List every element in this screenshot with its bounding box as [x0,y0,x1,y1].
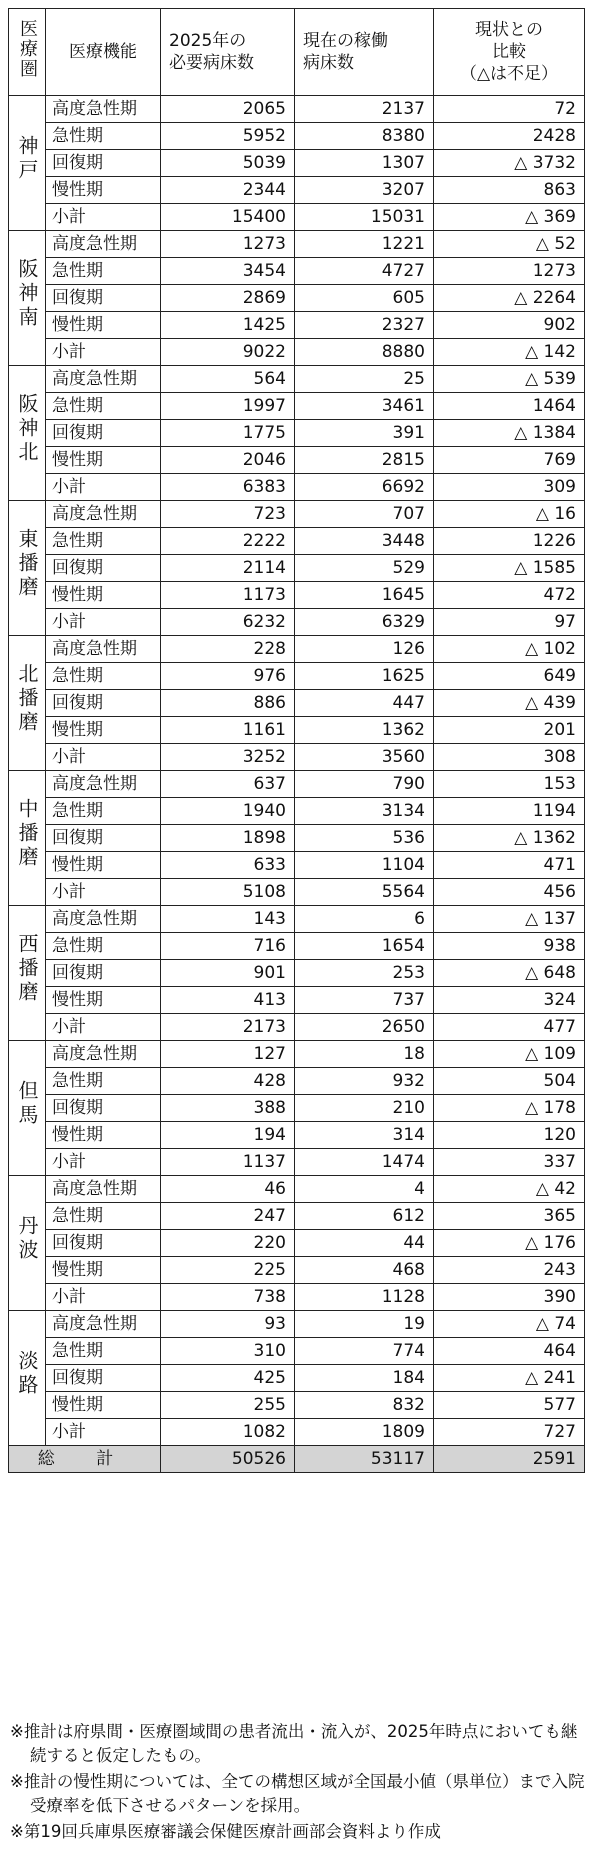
required-cell: 723 [161,501,295,528]
diff-cell: △ 42 [434,1176,585,1203]
function-cell: 高度急性期 [46,501,161,528]
current-cell: 1128 [295,1284,434,1311]
diff-cell: 1226 [434,528,585,555]
required-cell: 6383 [161,474,295,501]
required-cell: 2114 [161,555,295,582]
diff-cell: 1273 [434,258,585,285]
total-diff: 2591 [434,1446,585,1473]
diff-cell: △ 74 [434,1311,585,1338]
diff-cell: 324 [434,987,585,1014]
diff-cell: △ 109 [434,1041,585,1068]
function-cell: 慢性期 [46,177,161,204]
region-name: 阪神北 [15,393,39,465]
diff-cell: 308 [434,744,585,771]
diff-cell: △ 1384 [434,420,585,447]
required-cell: 1137 [161,1149,295,1176]
function-cell: 高度急性期 [46,1041,161,1068]
table-row [9,879,585,906]
required-cell: 886 [161,690,295,717]
region-name-cell [9,231,46,366]
diff-cell: 727 [434,1419,585,1446]
current-cell: 612 [295,1203,434,1230]
current-cell: 529 [295,555,434,582]
required-cell: 5039 [161,150,295,177]
current-cell: 605 [295,285,434,312]
function-cell: 回復期 [46,555,161,582]
diff-cell: △ 539 [434,366,585,393]
current-cell: 468 [295,1257,434,1284]
required-cell: 1161 [161,717,295,744]
current-cell: 1654 [295,933,434,960]
function-cell: 高度急性期 [46,366,161,393]
diff-cell: 464 [434,1338,585,1365]
function-cell: 急性期 [46,258,161,285]
table-row [9,1041,585,1068]
diff-cell: 504 [434,1068,585,1095]
function-cell: 回復期 [46,1095,161,1122]
current-cell: 832 [295,1392,434,1419]
function-cell: 急性期 [46,393,161,420]
diff-cell: 337 [434,1149,585,1176]
region-name: 神戸 [15,135,39,183]
function-cell: 高度急性期 [46,1176,161,1203]
current-cell: 3207 [295,177,434,204]
table-row [9,150,585,177]
diff-cell: 938 [434,933,585,960]
diff-cell: 863 [434,177,585,204]
function-cell: 慢性期 [46,987,161,1014]
table-row [9,636,585,663]
function-cell: 回復期 [46,420,161,447]
diff-cell: △ 241 [434,1365,585,1392]
required-cell: 9022 [161,339,295,366]
table-row [9,744,585,771]
current-cell: 3448 [295,528,434,555]
diff-cell: △ 648 [434,960,585,987]
table-row [9,339,585,366]
function-cell: 慢性期 [46,582,161,609]
table-row [9,1311,585,1338]
diff-cell: △ 369 [434,204,585,231]
function-cell: 急性期 [46,663,161,690]
required-cell: 716 [161,933,295,960]
function-cell: 小計 [46,474,161,501]
current-cell: 1362 [295,717,434,744]
table-row [9,1095,585,1122]
table-row [9,1284,585,1311]
required-cell: 228 [161,636,295,663]
table-row [9,366,585,393]
required-cell: 1425 [161,312,295,339]
total-label: 総 計 [9,1446,161,1473]
required-cell: 633 [161,852,295,879]
function-cell: 小計 [46,609,161,636]
diff-cell: △ 2264 [434,285,585,312]
current-cell: 2327 [295,312,434,339]
table-row [9,1230,585,1257]
diff-cell: 471 [434,852,585,879]
required-cell: 93 [161,1311,295,1338]
required-cell: 2173 [161,1014,295,1041]
diff-cell: 2428 [434,123,585,150]
table-row [9,177,585,204]
function-cell: 慢性期 [46,447,161,474]
required-cell: 3454 [161,258,295,285]
current-cell: 126 [295,636,434,663]
footnote: ※第19回兵庫県医療審議会保健医療計画部会資料より作成 [10,1822,441,1841]
table-row [9,1338,585,1365]
table-row [9,987,585,1014]
region-name-cell [9,96,46,231]
current-cell: 1809 [295,1419,434,1446]
diff-cell: △ 1585 [434,555,585,582]
table-row [9,231,585,258]
diff-cell: 769 [434,447,585,474]
diff-cell: 365 [434,1203,585,1230]
function-cell: 急性期 [46,1068,161,1095]
table-header [9,9,585,96]
required-cell: 220 [161,1230,295,1257]
current-cell: 1221 [295,231,434,258]
table-row [9,258,585,285]
required-cell: 2344 [161,177,295,204]
required-cell: 1775 [161,420,295,447]
function-cell: 回復期 [46,1230,161,1257]
current-cell: 737 [295,987,434,1014]
footnotes [10,1720,590,1846]
region-name-cell [9,906,46,1041]
region-name: 中播磨 [15,798,39,870]
current-cell: 4727 [295,258,434,285]
function-cell: 小計 [46,204,161,231]
current-cell: 1307 [295,150,434,177]
diff-cell: 390 [434,1284,585,1311]
diff-cell: △ 16 [434,501,585,528]
table-row [9,1149,585,1176]
current-cell: 15031 [295,204,434,231]
diff-cell: △ 137 [434,906,585,933]
table-row [9,663,585,690]
required-cell: 143 [161,906,295,933]
diff-cell: 902 [434,312,585,339]
table-row [9,1419,585,1446]
region-name-cell [9,1311,46,1446]
diff-cell: 97 [434,609,585,636]
current-cell: 6692 [295,474,434,501]
table-row [9,555,585,582]
header-current: 現在の稼働 病床数 [295,9,434,96]
table-row [9,798,585,825]
diff-cell: 456 [434,879,585,906]
required-cell: 46 [161,1176,295,1203]
function-cell: 回復期 [46,285,161,312]
required-cell: 247 [161,1203,295,1230]
function-cell: 回復期 [46,1365,161,1392]
function-cell: 回復期 [46,690,161,717]
current-cell: 536 [295,825,434,852]
function-cell: 小計 [46,1419,161,1446]
diff-cell: △ 439 [434,690,585,717]
header-diff: 現状との 比較 （△は不足） [434,9,585,96]
total-required: 50526 [161,1446,295,1473]
table-row [9,501,585,528]
table-row [9,1176,585,1203]
function-cell: 小計 [46,879,161,906]
current-cell: 314 [295,1122,434,1149]
table-row [9,582,585,609]
function-cell: 回復期 [46,960,161,987]
required-cell: 194 [161,1122,295,1149]
required-cell: 5108 [161,879,295,906]
required-cell: 976 [161,663,295,690]
diff-cell: 72 [434,96,585,123]
required-cell: 2869 [161,285,295,312]
current-cell: 253 [295,960,434,987]
function-cell: 小計 [46,339,161,366]
current-cell: 3560 [295,744,434,771]
table-row [9,1257,585,1284]
required-cell: 1082 [161,1419,295,1446]
diff-cell: 649 [434,663,585,690]
function-cell: 回復期 [46,150,161,177]
required-cell: 2046 [161,447,295,474]
footnote: ※推計の慢性期については、全ての構想区域が全国最小値（県単位）まで入院受療率を低下させるパターンを採用。 [10,1772,585,1815]
function-cell: 高度急性期 [46,96,161,123]
current-cell: 184 [295,1365,434,1392]
required-cell: 2065 [161,96,295,123]
required-cell: 310 [161,1338,295,1365]
table-row [9,1122,585,1149]
required-cell: 5952 [161,123,295,150]
diff-cell: 201 [434,717,585,744]
required-cell: 1273 [161,231,295,258]
required-cell: 1173 [161,582,295,609]
table-row [9,609,585,636]
function-cell: 急性期 [46,123,161,150]
region-name: 東播磨 [15,528,39,600]
function-cell: 高度急性期 [46,771,161,798]
table-row [9,123,585,150]
current-cell: 774 [295,1338,434,1365]
function-cell: 高度急性期 [46,231,161,258]
table-row [9,960,585,987]
diff-cell: 477 [434,1014,585,1041]
region-name: 淡路 [15,1350,39,1398]
region-name-cell [9,366,46,501]
table-row [9,393,585,420]
required-cell: 428 [161,1068,295,1095]
required-cell: 255 [161,1392,295,1419]
current-cell: 5564 [295,879,434,906]
diff-cell: 577 [434,1392,585,1419]
required-cell: 1997 [161,393,295,420]
current-cell: 1645 [295,582,434,609]
region-name-cell [9,636,46,771]
function-cell: 小計 [46,1014,161,1041]
current-cell: 790 [295,771,434,798]
function-cell: 高度急性期 [46,906,161,933]
required-cell: 425 [161,1365,295,1392]
table-row [9,420,585,447]
function-cell: 小計 [46,1149,161,1176]
function-cell: 慢性期 [46,1392,161,1419]
current-cell: 932 [295,1068,434,1095]
current-cell: 3134 [295,798,434,825]
current-cell: 1474 [295,1149,434,1176]
region-name: 丹波 [15,1215,39,1263]
required-cell: 15400 [161,204,295,231]
table-row [9,1365,585,1392]
function-cell: 慢性期 [46,717,161,744]
current-cell: 1625 [295,663,434,690]
diff-cell: 472 [434,582,585,609]
function-cell: 急性期 [46,1203,161,1230]
required-cell: 3252 [161,744,295,771]
current-cell: 707 [295,501,434,528]
table-row [9,96,585,123]
diff-cell: △ 1362 [434,825,585,852]
current-cell: 2137 [295,96,434,123]
current-cell: 8380 [295,123,434,150]
table-row [9,906,585,933]
diff-cell: 153 [434,771,585,798]
required-cell: 413 [161,987,295,1014]
required-cell: 1898 [161,825,295,852]
function-cell: 小計 [46,744,161,771]
function-cell: 急性期 [46,798,161,825]
required-cell: 225 [161,1257,295,1284]
diff-cell: 120 [434,1122,585,1149]
diff-cell: △ 142 [434,339,585,366]
function-cell: 急性期 [46,933,161,960]
current-cell: 2650 [295,1014,434,1041]
header-function: 医療機能 [46,9,161,96]
current-cell: 1104 [295,852,434,879]
diff-cell: △ 102 [434,636,585,663]
header-required: 2025年の 必要病床数 [161,9,295,96]
region-name-cell [9,1176,46,1311]
required-cell: 388 [161,1095,295,1122]
diff-cell: △ 3732 [434,150,585,177]
table-row [9,474,585,501]
current-cell: 18 [295,1041,434,1068]
function-cell: 急性期 [46,1338,161,1365]
required-cell: 637 [161,771,295,798]
current-cell: 4 [295,1176,434,1203]
table-row [9,447,585,474]
current-cell: 2815 [295,447,434,474]
function-cell: 慢性期 [46,852,161,879]
required-cell: 564 [161,366,295,393]
table-row [9,1068,585,1095]
required-cell: 127 [161,1041,295,1068]
total-current: 53117 [295,1446,434,1473]
table-row [9,717,585,744]
function-cell: 高度急性期 [46,1311,161,1338]
function-cell: 慢性期 [46,1122,161,1149]
current-cell: 25 [295,366,434,393]
table-row [9,1392,585,1419]
region-name: 阪神南 [15,258,39,330]
function-cell: 高度急性期 [46,636,161,663]
function-cell: 小計 [46,1284,161,1311]
function-cell: 慢性期 [46,1257,161,1284]
current-cell: 3461 [295,393,434,420]
required-cell: 738 [161,1284,295,1311]
region-name: 北播磨 [15,663,39,735]
diff-cell: △ 176 [434,1230,585,1257]
table-row [9,852,585,879]
bed-count-table [8,8,585,1473]
total-row [9,1446,585,1473]
table-body [9,96,585,1473]
current-cell: 44 [295,1230,434,1257]
table-row [9,933,585,960]
current-cell: 210 [295,1095,434,1122]
diff-cell: 1194 [434,798,585,825]
current-cell: 391 [295,420,434,447]
table-row [9,771,585,798]
diff-cell: 243 [434,1257,585,1284]
diff-cell: 1464 [434,393,585,420]
table-row [9,528,585,555]
current-cell: 19 [295,1311,434,1338]
region-name: 但馬 [15,1080,39,1128]
function-cell: 回復期 [46,825,161,852]
current-cell: 447 [295,690,434,717]
region-name: 西播磨 [15,933,39,1005]
table-row [9,1203,585,1230]
required-cell: 6232 [161,609,295,636]
table-row [9,312,585,339]
required-cell: 2222 [161,528,295,555]
region-name-cell [9,501,46,636]
current-cell: 6 [295,906,434,933]
region-name-cell [9,1041,46,1176]
current-cell: 6329 [295,609,434,636]
table-row [9,825,585,852]
current-cell: 8880 [295,339,434,366]
table-row [9,204,585,231]
table-row [9,285,585,312]
region-name-cell [9,771,46,906]
function-cell: 慢性期 [46,312,161,339]
header-region: 医療圏 [9,9,46,96]
table-row [9,1014,585,1041]
required-cell: 1940 [161,798,295,825]
diff-cell: △ 52 [434,231,585,258]
function-cell: 急性期 [46,528,161,555]
diff-cell: △ 178 [434,1095,585,1122]
diff-cell: 309 [434,474,585,501]
footnote: ※推計は府県間・医療圏域間の患者流出・流入が、2025年時点においても継続すると仮定したもの。 [10,1722,578,1765]
table-row [9,690,585,717]
required-cell: 901 [161,960,295,987]
